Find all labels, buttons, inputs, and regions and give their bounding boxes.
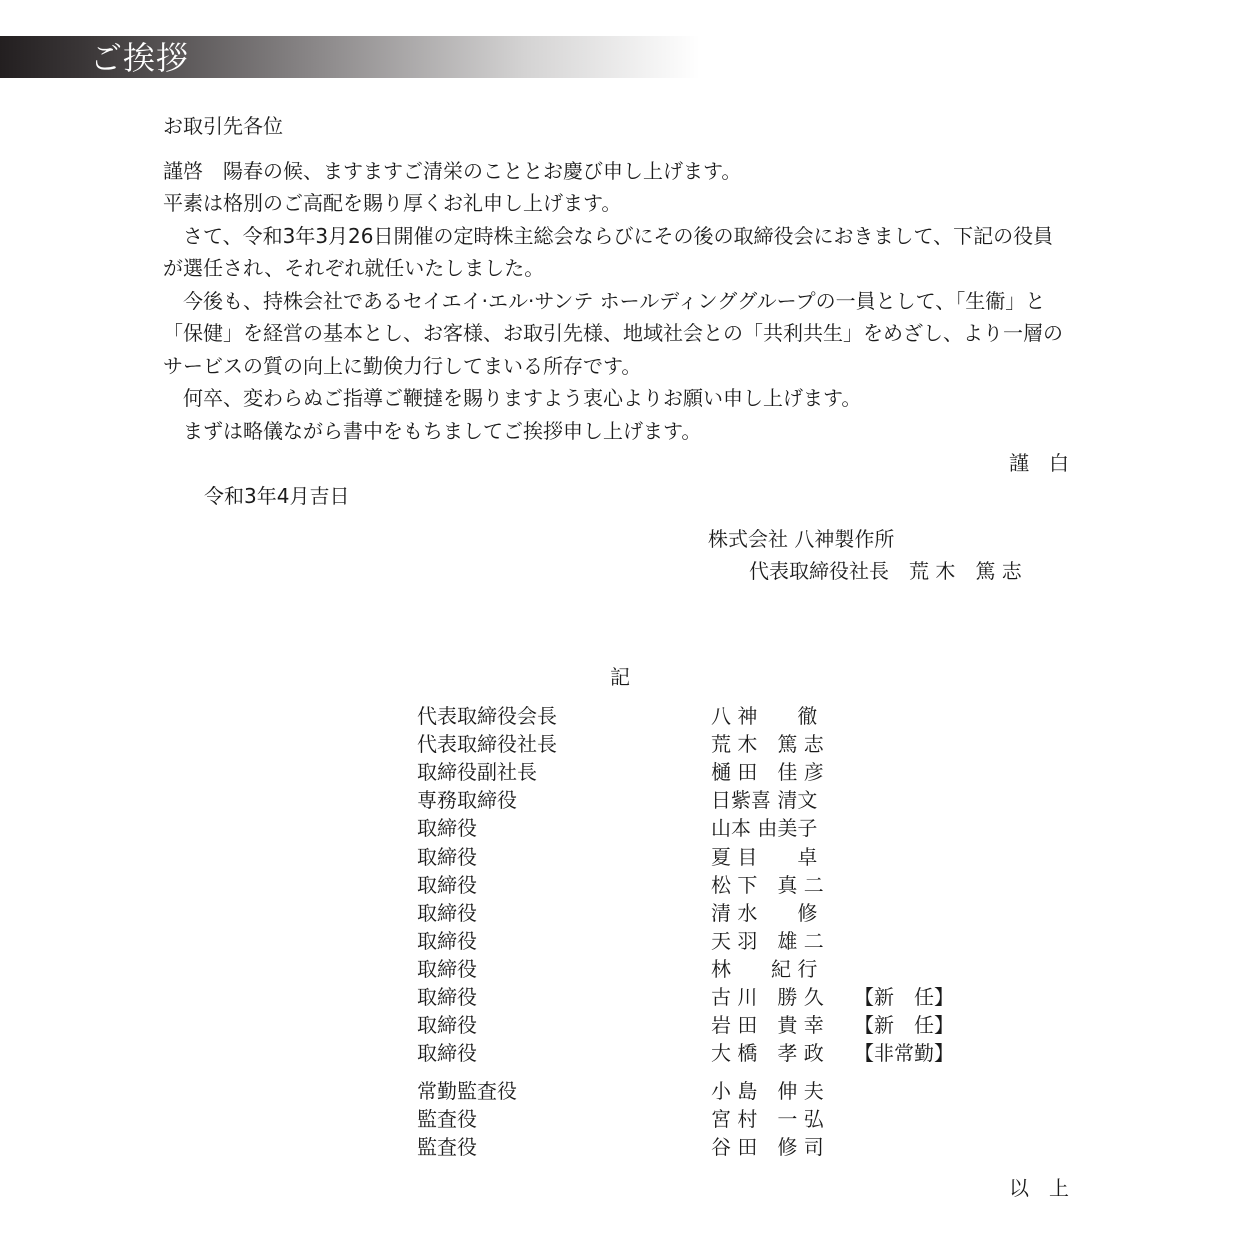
auditor-role: 監査役 [417,1107,477,1132]
officer-note: 【新 任】 [854,985,954,1009]
officer-role: 取締役 [417,985,477,1009]
company-name: 株式会社 八神製作所 [708,527,895,551]
date: 令和3年4月吉日 [204,484,350,508]
closing: 謹 白 [1009,451,1069,475]
salutation: お取引先各位 [163,114,283,138]
officer-name: 林 紀 行 [711,956,818,981]
letter-line: 今後も、持株会社であるセイエイ·エル·サンテ ホールディンググループの一員として、「生衞」と [183,289,1046,313]
officer-role: 取締役 [417,1041,477,1066]
letter-line: さて、令和3年3月26日開催の定時株主総会ならびにその後の取締役会におきまして、下記の役員 [183,224,1054,248]
officer-name: 天 羽 雄 二 [711,928,824,953]
record-heading: 記 [610,665,630,689]
officer-name: 大 橋 孝 政 [711,1041,824,1066]
end-mark: 以 上 [1009,1176,1069,1200]
officer-role: 取締役 [417,956,477,981]
page-title: ご挨拶 [90,39,190,77]
auditor-role: 常勤監査役 [417,1079,517,1103]
officer-role: 取締役 [417,1013,477,1038]
officer-name: 松 下 真 二 [711,872,824,897]
officer-name: 日紫喜 清文 [711,788,818,813]
auditor-name: 小 島 伸 夫 [711,1079,824,1103]
letter-line: が選任され、それぞれ就任いたしました。 [163,256,545,280]
officer-note: 【新 任】 [854,1013,954,1038]
letter-line: 「保健」を経営の基本とし、お客様、お取引先様、地域社会との「共利共生」をめざし、より一層の [163,321,1063,345]
officer-name: 夏 目 卓 [711,844,818,869]
letter-line: サービスの質の向上に勤倹力行してまいる所存です。 [163,354,642,378]
auditor-name: 宮 村 一 弘 [711,1107,824,1132]
letter-line: 謹啓 陽春の候、ますますご清栄のこととお慶び申し上げます。 [163,159,742,183]
officer-role: 取締役 [417,844,477,869]
officer-role: 取締役副社長 [417,760,537,785]
officer-name: 清 水 修 [711,900,818,925]
auditor-role: 監査役 [417,1135,477,1160]
letter-line: 何卒、変わらぬご指導ご鞭撻を賜りますよう衷心よりお願い申し上げます。 [183,386,862,410]
officer-role: 取締役 [417,816,477,841]
officer-role: 代表取締役会長 [417,704,557,728]
officer-role: 取締役 [417,900,477,925]
officer-name: 樋 田 佳 彦 [711,760,824,785]
signer: 代表取締役社長 荒 木 篤 志 [749,559,1022,583]
officer-role: 取締役 [417,872,477,897]
officer-name: 山本 由美子 [711,816,818,841]
letter-line: 平素は格別のご高配を賜り厚くお礼申し上げます。 [163,191,622,215]
auditor-name: 谷 田 修 司 [711,1135,824,1160]
officer-role: 専務取締役 [417,788,517,813]
officer-name: 八 神 徹 [711,704,818,728]
officer-name: 古 川 勝 久 [711,985,824,1009]
officer-role: 取締役 [417,928,477,953]
officer-note: 【非常勤】 [854,1041,954,1066]
officer-name: 岩 田 貴 幸 [711,1013,824,1038]
officer-name: 荒 木 篤 志 [711,732,824,757]
officer-role: 代表取締役社長 [417,732,557,757]
letter-line: まずは略儀ながら書中をもちましてご挨拶申し上げます。 [183,419,702,443]
